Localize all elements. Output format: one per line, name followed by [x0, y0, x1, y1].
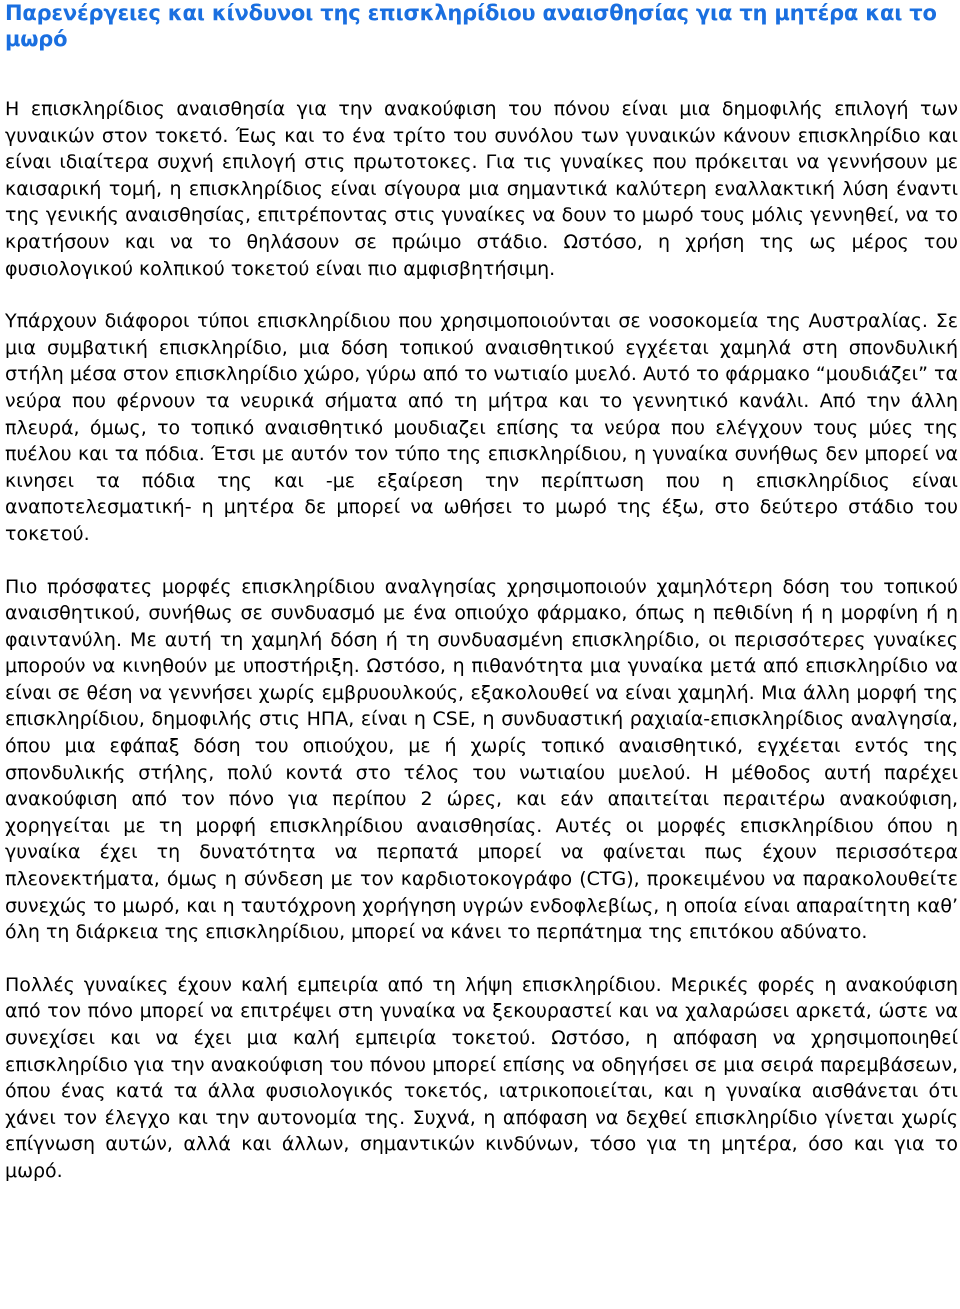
paragraph: Πιο πρόσφατες μορφές επισκληρίδιου αναλγησίας χρησιμοποιούν χαμηλότερη δόση του τοπικού αναισθητικού, συνήθως σε συνδυασμό με ένα οπιούχο φάρμακο, όπως η πεθιδίνη ή η μορφίνη ή η φαιντανύλη. Με αυτή τη χαμηλή δόση ή τη συνδυασμένη επισκληρίδιο, οι περισσότερες γυναίκες μπορούν να κινηθούν με υποστήριξη. Ωστόσο, η πιθανότητα μια γυναίκα μετά από επισκληρίδιο να είναι σε θέση να γεννήσει χωρίς εμβρυουλκούς, εξακολουθεί να είναι χαμηλή. Μια άλλη μορφή της επισκληρίδιου, δημοφιλής στις ΗΠΑ, είναι η CSE, η συνδυαστική ραχιαία-επισκληρίδιος αναλγησία, όπου μια εφάπαξ δόση του οπιούχου, με ή χωρίς τοπικό αναισθητικό, εγχέεται εντός της σπονδυλικής στήλης, πολύ κοντά στο τέλος του νωτιαίου μυελού. Η μέθοδος αυτή παρέχει ανακούφιση από τον πόνο για περίπου 2 ώρες, και εάν απαιτείται περαιτέρω ανακούφιση, χορηγείται με τη μορφή επισκληρίδιου αναισθησίας. Αυτές οι μορφές επισκληρίδιου όπου η γυναίκα έχει τη δυνατότητα να περπατά μπορεί να φαίνεται πως έχουν περισσότερα πλεονεκτήματα, όμως η σύνδεση με τον καρδιοτοκογράφο (CTG), προκειμένου να παρακολουθείτε συνεχώς το μωρό, και η ταυτόχρονη χορήγηση υγρών ενδοφλεβίως, η οποία είναι απαραίτητη καθ’ όλη τη διάρκεια της επισκληρίδιου, μπορεί να κάνει το περπάτημα της επιτόκου αδύνατο. — [5, 575, 958, 944]
page-title: Παρενέργειες και κίνδυνοι της επισκληρίδιου αναισθησίας για τη μητέρα και το μωρό — [5, 1, 937, 51]
paragraph: Πολλές γυναίκες έχουν καλή εμπειρία από τη λήψη επισκληρίδιου. Μερικές φορές η ανακούφιση από τον πόνο μπορεί να επιτρέψει στη γυναίκα να ξεκουραστεί και να χαλαρώσει αρκετά, ώστε να συνεχίσει και να έχει μια καλή εμπειρία τοκετού. Ωστόσο, η απόφαση να χρησιμοποιηθεί επισκληρίδιο για την ανακούφιση του πόνου μπορεί επίσης να οδηγήσει σε μια σειρά παρεμβάσεων, όπου ένας κατά τα άλλα φυσιολογικός τοκετός, ιατρικοποιείται, και η γυναίκα αισθάνεται ότι χάνει τον έλεγχο και την αυτονομία της. Συχνά, η απόφαση να δεχθεί επισκληρίδιο γίνεται χωρίς επίγνωση αυτών, αλλά και άλλων, σημαντικών κινδύνων, τόσο για τη μητέρα, όσο και για το μωρό. — [5, 973, 958, 1182]
paragraph: Η επισκληρίδιος αναισθησία για την ανακούφιση του πόνου είναι μια δημοφιλής επιλογή των γυναικών στον τοκετό. Έως και το ένα τρίτο του συνόλου των γυναικών κάνουν επισκληρίδιο και είναι ιδιαίτερα συχνή επιλογή στις πρωτοτοκες. Για τις γυναίκες που πρόκειται να γεννήσουν με καισαρική τομή, η επισκληρίδιος είναι σίγουρα μια σημαντικά καλύτερη εναλλακτική λύση έναντι της γενικής αναισθησίας, επιτρέποντας στις γυναίκες να δουν το μωρό τους μόλις γεννηθεί, να το κρατήσουν και να το θηλάσουν σε πρώιμο στάδιο. Ωστόσο, η χρήση της ως μέρος του φυσιολογικού κολπικού τοκετού είναι πιο αμφισβητήσιμη. — [5, 98, 958, 280]
paragraph: Υπάρχουν διάφοροι τύποι επισκληρίδιου που χρησιμοποιούνται σε νοσοκομεία της Αυστραλίας. Σε μια συμβατική επισκληρίδιο, μια δόση τοπικού αναισθητικού εγχέεται χαμηλά στη σπονδυλική στήλη μέσα στον επισκληρίδιο χώρο, γύρω από το νωτιαίο μυελό. Αυτό το φάρμακο “μουδιάζει” τα νεύρα που φέρνουν τα νευρικά σήματα από τη μήτρα και το γεννητικό κανάλι. Από την άλλη πλευρά, όμως, το τοπικό αναισθητικό μουδιαζει επίσης τα νεύρα που ελέγχουν τους μύες της πυέλου και τα πόδια. Έτσι με αυτόν τον τύπο της επισκληρίδιου, η γυναίκα συνήθως δεν μπορεί να κινησει τα πόδια της και -με εξαίρεση την περίπτωση που η επισκληρίδιος είναι αναποτελεσματική- η μητέρα δε μπορεί να ωθήσει το μωρό της έξω, στο δεύτερο στάδιο του τοκετού. — [5, 310, 958, 545]
